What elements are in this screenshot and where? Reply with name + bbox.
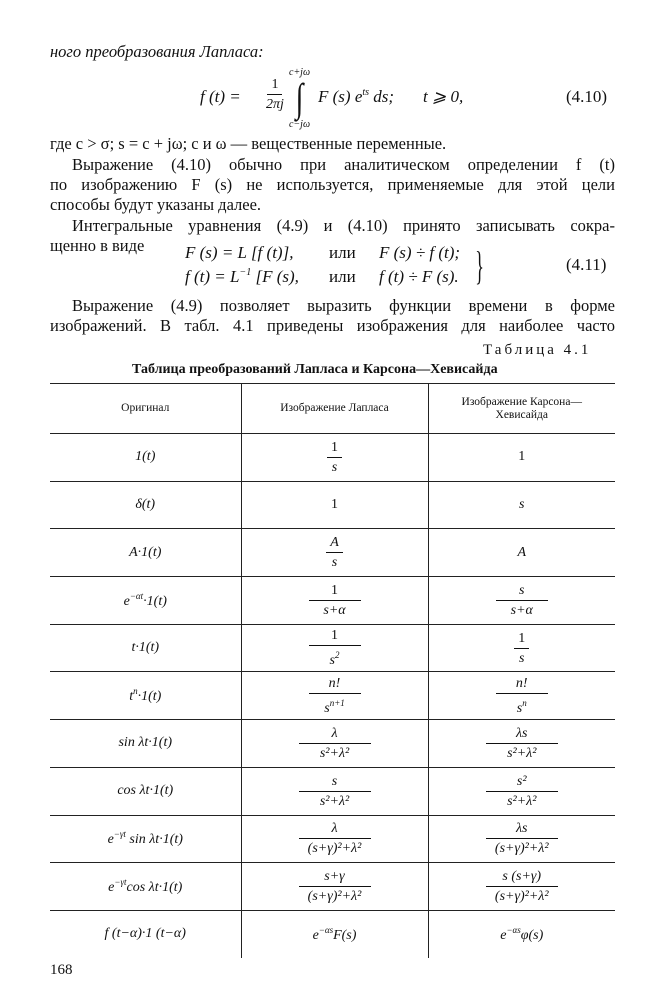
- cell-carson: [428, 767, 615, 815]
- eq411-row2-lhs: [185, 267, 299, 287]
- cell-laplace: [241, 577, 428, 625]
- cell-original: δ(t): [50, 481, 241, 529]
- cell-original: A·1(t): [50, 529, 241, 577]
- cell-laplace: [241, 863, 428, 911]
- eq410-coef-den: 2πj: [266, 97, 284, 112]
- carson-numerator: 1: [514, 630, 529, 649]
- laplace-numerator: 1: [309, 582, 361, 601]
- laplace-base: e: [312, 927, 319, 943]
- paragraph-4-line-1: Выражение (4.9) позволяет выразить функции времени в форме: [72, 296, 615, 315]
- cell-carson: [428, 720, 615, 768]
- cell-laplace: 1: [241, 481, 428, 529]
- original-tail: sin λt·1(t): [125, 832, 183, 848]
- laplace-den-base: s: [329, 653, 335, 669]
- carson-denominator: [496, 694, 548, 717]
- cell-carson: [428, 815, 615, 863]
- cell-laplace: [241, 910, 428, 958]
- original-base: t: [129, 689, 134, 705]
- eq411-row1-or: или: [329, 243, 356, 262]
- cell-laplace: [241, 529, 428, 577]
- eq411-row2-sup: −1: [239, 267, 252, 278]
- laplace-denominator: s²+λ²: [319, 745, 350, 761]
- laplace-numerator: n!: [309, 675, 361, 694]
- laplace-den-base: s: [324, 700, 330, 716]
- table-row: [50, 863, 615, 911]
- carson-den-exponent: n: [522, 697, 527, 708]
- cell-carson: s: [428, 481, 615, 529]
- laplace-denominator: s²+λ²: [319, 793, 350, 809]
- laplace-numerator: λ: [299, 725, 371, 744]
- eq411-row1-rhs: F (s) ÷ f (t);: [379, 243, 461, 262]
- eq410-condition: t ⩾ 0,: [423, 87, 464, 106]
- carson-denominator: s²+λ²: [507, 745, 537, 761]
- eq410-coefficient: [262, 76, 288, 113]
- laplace-exponent: −αs: [318, 924, 334, 935]
- page-number: 168: [50, 962, 73, 978]
- table-row: [50, 815, 615, 863]
- laplace-denominator: s: [331, 459, 338, 475]
- eq410-body: F (s) e: [318, 87, 363, 106]
- cell-carson: [428, 910, 615, 958]
- cell-original: [50, 672, 241, 720]
- cell-original: t·1(t): [50, 624, 241, 672]
- original-tail: ·1(t): [137, 689, 162, 705]
- eq410-exponent: ts: [362, 87, 370, 98]
- table-row: [50, 720, 615, 768]
- cell-original: cos λt·1(t): [50, 767, 241, 815]
- header-laplace: Изображение Лапласа: [241, 384, 428, 434]
- table-row: [50, 434, 615, 482]
- paragraph-4-line-2: изображений. В табл. 4.1 приведены изображения для наиболее часто: [50, 316, 615, 335]
- cell-original: 1(t): [50, 434, 241, 482]
- eq411-brace: }: [475, 243, 484, 288]
- original-base: e: [107, 832, 114, 848]
- eq411-row2-or: или: [329, 267, 356, 286]
- laplace-numerator: A: [326, 534, 343, 553]
- laplace-table: [50, 383, 615, 958]
- table-row: [50, 481, 615, 529]
- carson-denominator: s: [519, 650, 525, 666]
- laplace-denominator: (s+γ)²+λ²: [307, 889, 362, 905]
- cell-laplace: [241, 672, 428, 720]
- cell-carson: [428, 624, 615, 672]
- table-row: [50, 767, 615, 815]
- paragraph-2-line-3: способы будут указаны далее.: [50, 195, 262, 214]
- laplace-numerator: 1: [327, 439, 342, 458]
- laplace-denominator: s+α: [323, 602, 346, 618]
- cell-carson: A: [428, 529, 615, 577]
- paragraph-2-line-1: Выражение (4.10) обычно при аналитическом определении f (t): [72, 155, 615, 174]
- eq410-lhs: f (t) =: [200, 87, 241, 106]
- laplace-numerator: λ: [299, 820, 371, 839]
- original-exponent: −γt: [113, 829, 126, 840]
- integral-upper-limit: c+jω: [289, 67, 311, 78]
- original-base: e: [123, 593, 130, 609]
- cell-laplace: [241, 624, 428, 672]
- laplace-denominator: s: [331, 555, 338, 571]
- laplace-numerator: s: [299, 773, 371, 792]
- table-row: [50, 910, 615, 958]
- carson-den-base: s: [516, 700, 523, 716]
- original-tail: ·1(t): [143, 593, 167, 609]
- carson-numerator: λs: [486, 820, 558, 839]
- carson-numerator: n!: [496, 675, 548, 694]
- eq411-label: (4.11): [566, 255, 607, 274]
- eq411-row2-tail: [F (s),: [251, 267, 299, 286]
- paragraph-3-line-2: щенно в виде: [50, 236, 145, 255]
- cell-carson: 1: [428, 434, 615, 482]
- original-exponent: n: [133, 686, 138, 697]
- cell-original: [50, 815, 241, 863]
- original-exponent: −αt: [129, 590, 144, 601]
- header-original: Оригинал: [50, 384, 241, 434]
- integral-lower-limit: c−jω: [289, 119, 311, 130]
- table-header-row: [50, 384, 615, 434]
- original-base: e: [108, 880, 115, 896]
- carson-numerator: λs: [486, 725, 558, 744]
- text-where-line: где c > σ; s = c + jω; c и ω — вещественные переменные.: [50, 134, 447, 153]
- paragraph-3-line-1: Интегральные уравнения (4.9) и (4.10) принято записывать сокра-: [72, 216, 615, 235]
- cell-original: sin λt·1(t): [50, 720, 241, 768]
- table-row: [50, 624, 615, 672]
- laplace-tail: F(s): [333, 927, 357, 943]
- laplace-numerator: 1: [309, 627, 361, 646]
- cell-laplace: [241, 434, 428, 482]
- cell-original: [50, 577, 241, 625]
- eq410-coef-num: 1: [267, 76, 282, 95]
- table-row: [50, 672, 615, 720]
- eq410-label: (4.10): [566, 87, 608, 106]
- table-row: [50, 577, 615, 625]
- laplace-denominator: [309, 694, 361, 717]
- table-title: Таблица преобразований Лапласа и Карсона—Хевисайда: [132, 362, 498, 377]
- eq411-row2-rhs: f (t) ÷ F (s).: [379, 267, 459, 286]
- cell-laplace: [241, 720, 428, 768]
- eq411-row2-operator: f (t) = L: [185, 267, 240, 286]
- cell-laplace: [241, 815, 428, 863]
- eq410-ds: ds;: [369, 87, 395, 106]
- carson-base: e: [500, 927, 507, 943]
- eq411-row1-lhs: F (s) = L [f (t)],: [185, 243, 294, 262]
- cell-original: f (t−α)·1 (t−α): [50, 910, 241, 958]
- laplace-numerator: s+γ: [299, 868, 371, 887]
- table-number: Таблица 4.1: [483, 342, 592, 358]
- laplace-den-exponent: 2: [334, 650, 340, 661]
- laplace-den-exponent: n+1: [329, 697, 345, 708]
- carson-numerator: s²: [486, 773, 558, 792]
- cell-carson: [428, 672, 615, 720]
- carson-denominator: s+α: [510, 602, 533, 618]
- integral-sign: ∫: [295, 75, 304, 120]
- cell-carson: [428, 863, 615, 911]
- header-carson: Изображение Карсона—Хевисайда: [428, 384, 615, 434]
- cell-original: [50, 863, 241, 911]
- eq410-integrand: [318, 87, 394, 107]
- original-exponent: −γt: [114, 877, 127, 888]
- original-tail: cos λt·1(t): [126, 880, 183, 896]
- carson-denominator: (s+γ)²+λ²: [494, 889, 549, 905]
- carson-denominator: (s+γ)²+λ²: [494, 841, 549, 857]
- laplace-denominator: [309, 646, 361, 669]
- carson-numerator: s: [496, 582, 548, 601]
- cell-carson: [428, 577, 615, 625]
- carson-exponent: −αs: [506, 924, 521, 935]
- continuation-line: ного преобразования Лапласа:: [50, 42, 264, 61]
- carson-numerator: s (s+γ): [486, 868, 558, 887]
- table-row: [50, 529, 615, 577]
- cell-laplace: [241, 767, 428, 815]
- laplace-denominator: (s+γ)²+λ²: [307, 841, 362, 857]
- paragraph-2-line-2: по изображению F (s) не используется, применяемые для этой цели: [50, 175, 615, 194]
- carson-denominator: s²+λ²: [507, 793, 537, 809]
- carson-tail: φ(s): [520, 927, 544, 943]
